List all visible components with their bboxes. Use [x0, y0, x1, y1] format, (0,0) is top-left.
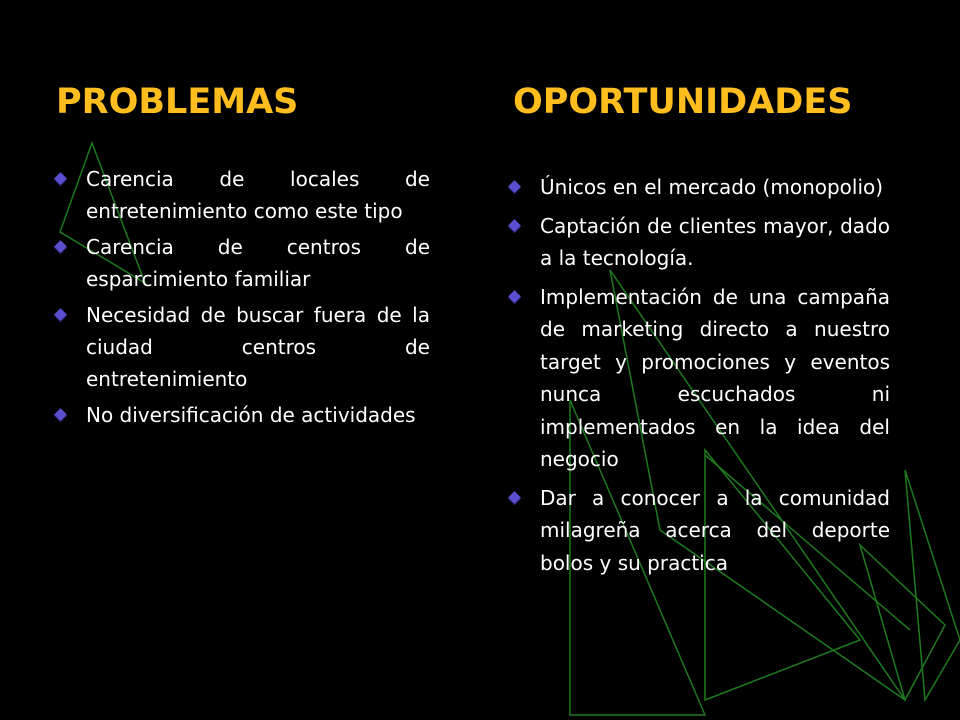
list-item-text: Únicos en el mercado (monopolio) — [540, 175, 884, 199]
list-item-text: Dar a conocer a la comunidad milagreña acerca del deporte bolos y su practica — [540, 485, 890, 575]
list-item-text: Necesidad de buscar fuera de la ciudad centros de entretenimiento — [86, 303, 430, 391]
list-item-text: Captación de clientes mayor, dado a la tecnología. — [540, 213, 890, 270]
list-item — [506, 281, 890, 476]
diamond-bullet-icon — [54, 172, 67, 185]
list-item — [506, 210, 890, 275]
diamond-bullet-icon — [54, 408, 67, 421]
triangle-shape — [905, 470, 960, 700]
list-item-text: Carencia de locales de entretenimiento como este tipo — [86, 167, 430, 223]
diamond-bullet-icon — [508, 180, 521, 193]
list-item — [52, 399, 430, 431]
list-item-text: Implementación de una campaña de marketing directo a nuestro target y promociones y eventos nunca escuchados ni implementados en la idea del negocio — [540, 284, 890, 471]
list-item-text: No diversificación de actividades — [86, 403, 416, 427]
list-item — [52, 231, 430, 295]
list-item — [52, 299, 430, 395]
diamond-bullet-icon — [54, 308, 67, 321]
list-item — [506, 171, 890, 204]
problems-heading: PROBLEMAS — [56, 82, 299, 122]
diamond-bullet-icon — [508, 290, 521, 303]
list-item — [506, 482, 890, 580]
opportunities-heading: OPORTUNIDADES — [513, 82, 853, 122]
diamond-bullet-icon — [508, 219, 521, 232]
list-item-text: Carencia de centros de esparcimiento familiar — [86, 235, 430, 291]
diamond-bullet-icon — [508, 491, 521, 504]
problems-list — [52, 163, 430, 435]
diamond-bullet-icon — [54, 240, 67, 253]
opportunities-list — [506, 171, 890, 585]
list-item — [52, 163, 430, 227]
